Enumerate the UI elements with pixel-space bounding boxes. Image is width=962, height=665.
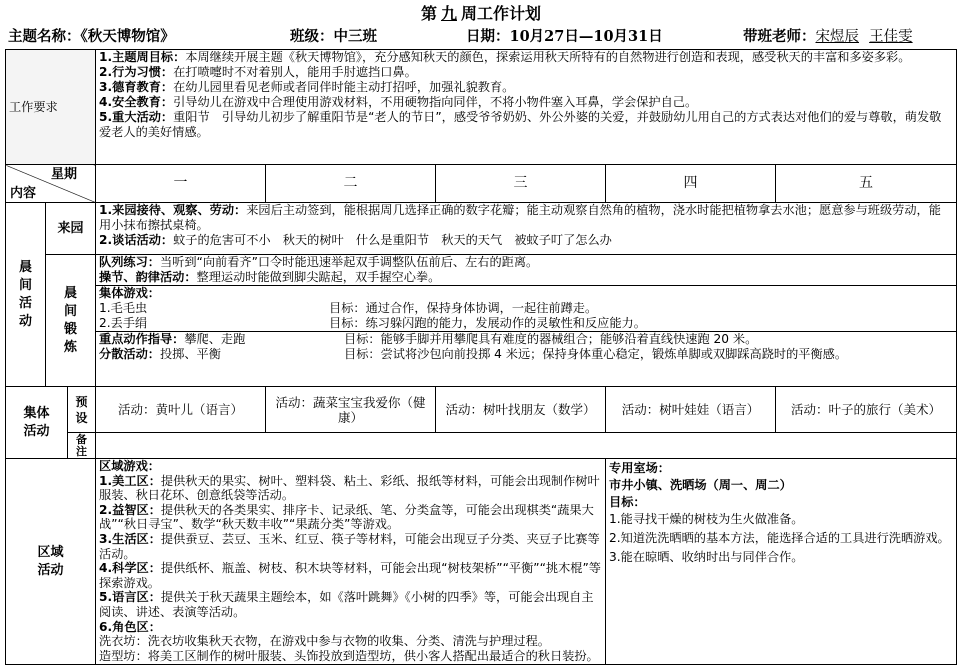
class-value: 中三班 — [333, 28, 377, 45]
morning-activity-label: 晨间活动 — [6, 203, 46, 387]
group-games-block — [96, 286, 956, 332]
work-requirements-content — [96, 50, 957, 165]
group-activity-label: 集体活动 — [6, 387, 68, 459]
special-room-goal-1: 1.能寻找干燥的树枝为生火做准备。 — [609, 512, 804, 526]
weekly-plan-table — [5, 49, 957, 665]
teacher-header — [743, 27, 913, 47]
day-header-row — [6, 165, 957, 203]
content-label: 内容 — [10, 186, 37, 201]
title-suffix: 周工作计划 — [461, 4, 542, 23]
area-item-life: 3.生活区：提供蚕豆、芸豆、玉米、红豆、筷子等材料，可能会出现豆子分类、夹豆子比赛等活动。 — [99, 531, 600, 561]
arrival-line-2: 2.谈话活动：蚊子的危害可不小 秋天的树叶 什么是重阳节 秋天的天气 被蚊子叮了怎么办 — [99, 233, 612, 247]
special-room-content — [606, 459, 957, 665]
theme-label: 主题名称： — [8, 28, 81, 45]
area-games-content — [96, 459, 606, 665]
remark-content — [96, 433, 957, 459]
group-activity-row — [6, 387, 957, 433]
area-item-science: 4.科学区：提供纸杯、瓶盖、树枝、积木块等材料，可能会出现“树枝架桥”“平衡”“挑木棍”等探索游戏。 — [99, 561, 601, 590]
exercise-content — [96, 255, 957, 387]
teacher-label: 带班老师： — [743, 28, 816, 45]
area-item-language: 5.语言区：提供关于秋天蔬果主题绘本，如《落叶跳舞》《小树的四季》等，可能会出现自主阅读、讲述、表演等活动。 — [99, 590, 594, 619]
class-label: 班级： — [290, 28, 334, 45]
activity-tue: 活动：蔬菜宝宝我爱你（健康） — [266, 387, 436, 433]
special-room-place: 市井小镇、洗晒场（周一、周二） — [609, 478, 792, 492]
work-requirements-row — [6, 50, 957, 165]
area-item-role: 6.角色区： — [99, 619, 161, 634]
queue-rhythm-block — [96, 255, 956, 286]
date-label: 日期： — [466, 28, 510, 45]
game-item-1: 1.毛毛虫 目标：通过合作，保持身体协调，一起往前蹲走。 — [99, 301, 598, 315]
rhythm-line: 操节、韵律活动：整理运动时能做到脚尖踮起，双手握空心拳。 — [99, 270, 441, 284]
group-games-title: 集体游戏： — [99, 286, 160, 300]
day-fri: 五 — [776, 165, 957, 203]
work-requirements-label: 工作要求 — [6, 50, 96, 165]
area-item-styling: 造型坊：将美工区制作的树叶服装、头饰投放到造型坊，供小客人搭配出最适合的秋日装扮。 — [99, 648, 599, 663]
area-activity-label: 区域活动 — [6, 459, 96, 665]
day-thu: 四 — [606, 165, 776, 203]
arrival-row — [6, 203, 957, 255]
special-room-title: 专用室场： — [609, 461, 670, 475]
activity-mon: 活动：黄叶儿（语言） — [96, 387, 266, 433]
special-room-goal-2: 2.知道洗洗晒晒的基本方法，能选择合适的工具进行洗晒游戏。 — [609, 531, 950, 545]
exercise-label: 晨间锻炼 — [46, 255, 96, 387]
area-activity-row — [6, 459, 957, 665]
arrival-line-1: 1.来园接待、观察、劳动：来园后主动签到，能根据周几选择正确的数字花瓣；能主动观察自然角的植物，浇水时能把植物拿去水池；愿意参与班级劳动，能用小抹布擦拭桌椅。 — [99, 203, 941, 232]
activity-thu: 活动：树叶娃娃（语言） — [606, 387, 776, 433]
day-mon: 一 — [96, 165, 266, 203]
area-item-laundry: 洗衣坊：洗衣坊收集秋天衣物，在游戏中参与衣物的收集、分类、清洗与护理过程。 — [99, 634, 550, 649]
theme-header — [8, 27, 175, 47]
preset-label: 预设 — [68, 387, 96, 433]
split-line: 分散活动：投掷、平衡 目标：尝试将沙包向前投掷 4 米远；保持身体重心稳定，锻炼单脚或双脚踩高跷时的平衡感。 — [99, 347, 848, 361]
remark-row — [6, 433, 957, 459]
game-item-2: 2.丢手绢 目标：练习躲闪跑的能力，发展动作的灵敏性和反应能力。 — [99, 316, 646, 330]
focus-split-block — [96, 332, 956, 362]
work-req-item-2: 2.行为习惯：在打喷嚏时不对着别人，能用手肘遮挡口鼻。 — [99, 65, 417, 79]
area-item-art: 1.美工区：提供秋天的果实、树叶、塑料袋、粘土、彩纸、报纸等材料，可能会出现制作树叶服装、秋日花环、创意纸袋等活动。 — [99, 473, 600, 503]
special-room-goal-3: 3.能在晾晒、收纳时出与同伴合作。 — [609, 550, 804, 564]
special-room-goal-title: 目标： — [609, 495, 646, 509]
work-req-item-5: 5.重大活动：重阳节 引导幼儿初步了解重阳节是“老人的节日”，感受爷爷奶奶、外公外婆的关爱，并鼓励幼儿用自己的方式表达对他们的爱与尊敬，萌发敬爱老人的美好情感。 — [99, 110, 942, 139]
week-number: 九 — [440, 4, 457, 23]
work-req-item-1: 1.主题周目标：本周继续开展主题《秋天博物馆》，充分感知秋天的颜色，探索运用秋天所特有的自然物进行创造和表现，感受秋天的丰富和多姿多彩。 — [99, 50, 911, 64]
exercise-row — [6, 255, 957, 387]
date-header — [466, 27, 663, 47]
activity-fri: 活动：叶子的旅行（美术） — [776, 387, 957, 433]
arrival-label: 来园 — [46, 203, 96, 255]
weekday-label: 星期 — [51, 167, 78, 182]
page-title — [0, 4, 962, 24]
remark-label: 备注 — [68, 433, 96, 459]
work-req-item-3: 3.德育教育：在幼儿园里看见老师或者同伴时能主动打招呼，加强礼貌教育。 — [99, 80, 515, 94]
teacher-name-1: 宋煜辰 — [815, 29, 859, 45]
day-tue: 二 — [266, 165, 436, 203]
weekday-content-corner — [6, 165, 96, 203]
work-req-item-4: 4.安全教育：引导幼儿在游戏中合理使用游戏材料，不用硬物指向同伴，不将小物件塞入耳鼻，学会保护自己。 — [99, 95, 698, 109]
activity-wed: 活动：树叶找朋友（数学） — [436, 387, 606, 433]
queue-line: 队列练习：当听到“向前看齐”口令时能迅速举起双手调整队伍前后、左右的距离。 — [99, 255, 539, 269]
title-prefix: 第 — [420, 4, 437, 23]
arrival-content — [96, 203, 957, 255]
day-wed: 三 — [436, 165, 606, 203]
area-item-puzzle: 2.益智区：提供秋天的各类果实、排序卡、记录纸、笔、分类盒等，可能会出现棋类“蔬果大战”“秋日寻宝”、数学“秋天数丰收”“果蔬分类”等游戏。 — [99, 502, 594, 532]
date-value: 10月27日—10月31日 — [509, 28, 663, 45]
theme-value: 《秋天博物馆》 — [80, 28, 175, 45]
focus-line: 重点动作指导：攀爬、走跑 目标：能够手脚并用攀爬具有难度的器械组合；能够沿着直线快速跑 20 米。 — [99, 332, 758, 346]
area-games-title: 区域游戏： — [99, 459, 160, 473]
class-header — [290, 27, 377, 47]
teacher-name-2: 王佳雯 — [869, 29, 913, 45]
